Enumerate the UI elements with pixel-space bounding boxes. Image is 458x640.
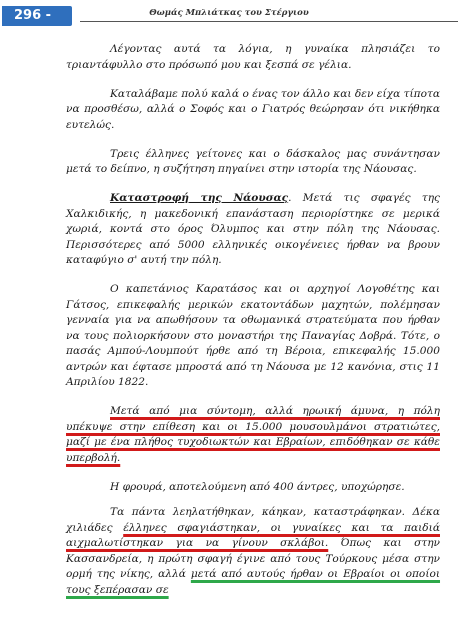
running-header-title: Θωμάς Μπλιάτκας του Στέργιου	[149, 8, 309, 18]
paragraph-5: Ο καπετάνιος Καρατάσος και οι αρχηγοί Λογοθέτης και Γάτσος, επικεφαλής μερικών εκατοντάδων μαχητών, πολέμησαν γενναία για να απωθήσουν τα οθωμανικά στρατεύματα που ήρθαν να τους πολιορκήσουν στο μοναστήρι της Παναγίας Δοβρά. Τότε, ο πασάς Αμπού-Λουμπούτ ήρθε από τη Βέροια, επικεφαλής 15.000 αντρών και έφτασε μπροστά από τη Νάουσα με 12 κανόνια, στις 11 Απριλίου 1822.	[66, 283, 440, 388]
red-underlined-passage: Μετά από μια σύντομη, αλλά ηρωική άμυνα, η πόλη υπέκυψε στην επίθεση και οι 15.000 μουσουλμάνοι στρατιώτες, μαζί με ένα πλήθος τυχοδιωκτών και Εβραίων, επιδόθηκαν σε κάθε υπερβολή.	[66, 405, 440, 464]
paragraph-8-text-b: Όπως και στην Κασσανδρεία, η πρώτη σφαγή έγινε από τους Τούρκους μέσα στην ορμή της νίκης, αλλά	[66, 537, 440, 580]
paragraph-4-text: . Μετά τις σφαγές της Χαλκιδικής, η μακεδονική επανάσταση περιορίστηκε σε μερικά χωριά, κοντά στο όρος Όλυμπος και στην πόλη της Νάουσας. Περισσότερες από 5000 ελληνικές οικογένειες ήρθαν να βρουν καταφύγιο σ' αυτή την πόλη.	[66, 192, 440, 266]
paragraph-2: Καταλάβαμε πολύ καλά ο ένας τον άλλο και δεν είχα τίποτα να προσθέσω, αλλά ο Σοφός και ο Γιατρός θεώρησαν ότι νικήθηκα ευτελώς.	[66, 87, 440, 131]
header-rule	[80, 21, 458, 22]
paragraph-4	[66, 191, 440, 269]
section-title: Καταστροφή της Νάουσας	[110, 192, 289, 204]
body-text	[66, 42, 440, 612]
green-underlined-passage: μετά από αυτούς ήρθαν οι Εβραίοι οι οποίοι τους ξεπέρασαν σε	[66, 568, 441, 596]
paragraph-6	[66, 404, 440, 466]
page-number-badge: 296 -	[2, 6, 72, 26]
paragraph-8-text-a: Τα πάντα λεηλατήθηκαν, κάηκαν, καταστράφηκαν. Δέκα χιλιάδες	[66, 506, 440, 534]
paragraph-1: Λέγοντας αυτά τα λόγια, η γυναίκα πλησιάζει το τριαντάφυλλο στο πρόσωπό μου και ξεσπά σε γέλια.	[66, 43, 440, 71]
paragraph-8	[66, 505, 440, 598]
red-underlined-passage-2: έλληνες σφαγιάστηκαν, οι γυναίκες και τα παιδιά αιχμαλωτίστηκαν για να γίνουν σκλάβοι.	[66, 521, 440, 549]
paragraph-7: Η φρουρά, αποτελούμενη από 400 άντρες, υποχώρησε.	[110, 480, 405, 493]
paragraph-3: Τρεις έλληνες γείτονες και ο δάσκαλος μας συνάντησαν μετά το δείπνο, η συζήτηση πηγαίνει στην ιστορία της Νάουσας.	[66, 147, 440, 175]
